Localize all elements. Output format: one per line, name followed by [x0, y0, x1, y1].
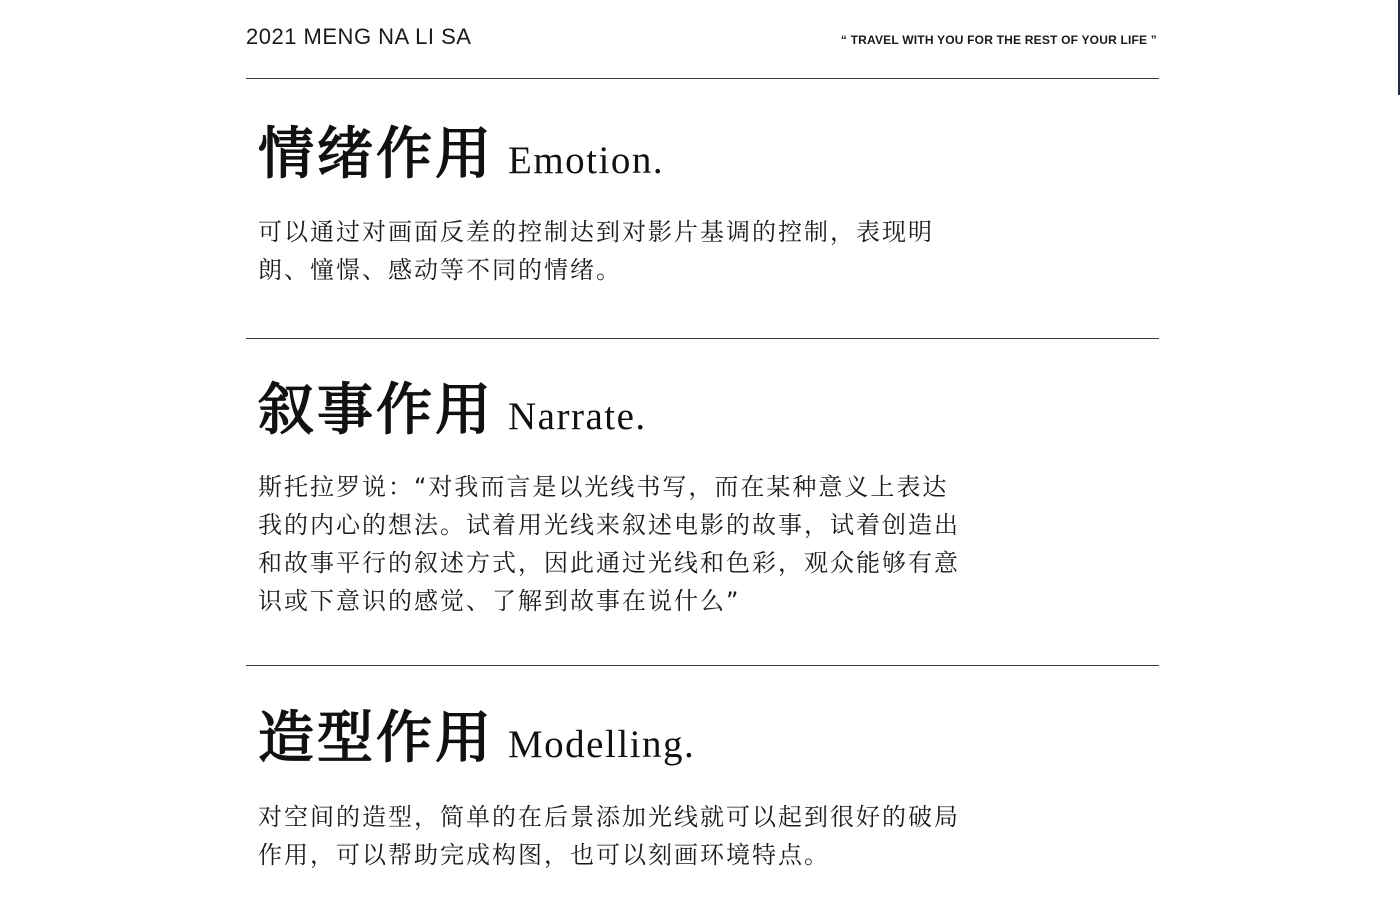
section-title	[258, 376, 1158, 446]
section-body-line: 和故事平行的叙述方式，因此通过光线和色彩，观众能够有意	[258, 549, 960, 577]
header-divider	[246, 78, 1159, 79]
section-title-chinese: 情绪作用	[258, 122, 494, 187]
section-body-line: 作用，可以帮助完成构图，也可以刻画环境特点。	[258, 841, 830, 869]
section-emotion	[258, 120, 1158, 289]
section-body-line: 斯托拉罗说：“对我而言是以光线书写，而在某种意义上表达	[258, 473, 949, 501]
section-narrate	[258, 376, 1158, 620]
section-body-line: 可以通过对画面反差的控制达到对影片基调的控制，表现明	[258, 218, 934, 246]
section-title-chinese: 造型作用	[258, 706, 494, 771]
section-title	[258, 704, 1158, 774]
page	[246, 0, 1159, 915]
header	[246, 22, 1159, 62]
section-body-line: 识或下意识的感觉、了解到故事在说什么”	[258, 587, 741, 615]
section-title-chinese: 叙事作用	[258, 378, 494, 443]
section-title-english: Modelling.	[508, 723, 696, 766]
section-body-line: 我的内心的想法。试着用光线来叙述电影的故事，试着创造出	[258, 511, 960, 539]
section-title	[258, 120, 1158, 190]
section-modelling	[258, 704, 1158, 874]
section-divider	[246, 338, 1159, 339]
section-title-english: Emotion.	[508, 139, 665, 182]
tagline: “ TRAVEL WITH YOU FOR THE REST OF YOUR LIFE ”	[840, 33, 1157, 47]
section-title-english: Narrate.	[508, 395, 647, 438]
section-body-line: 对空间的造型，简单的在后景添加光线就可以起到很好的破局	[258, 803, 960, 831]
brand-title: 2021 MENG NA LI SA	[246, 24, 472, 49]
section-body-line: 朗、憧憬、感动等不同的情绪。	[258, 256, 622, 284]
section-divider	[246, 665, 1159, 666]
